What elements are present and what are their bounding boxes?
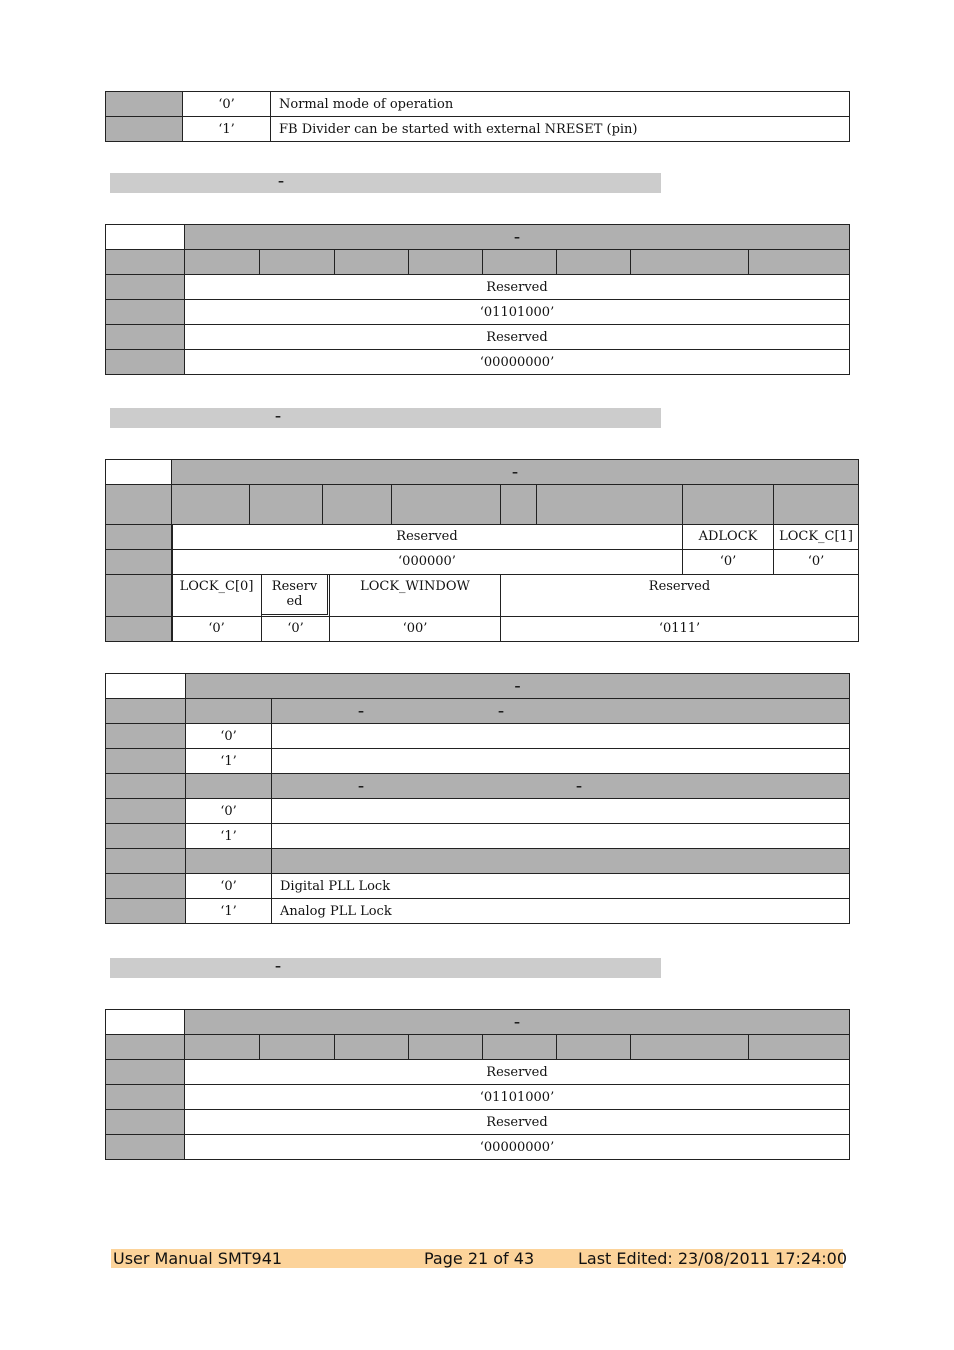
lock-c0-field-cell: LOCK_C[0]: [171, 574, 262, 617]
table-row: ‘0’: [106, 724, 850, 749]
reserved-field-cell: Reserved: [500, 574, 859, 617]
corner-cell: [106, 1010, 185, 1035]
value-cell: ‘1’: [183, 117, 271, 142]
heading-dash: –: [275, 959, 281, 973]
table-row: ‘1’ Analog PLL Lock: [106, 899, 850, 924]
register-header-row: [106, 225, 850, 250]
default-value-cell: ‘000000’: [171, 549, 683, 575]
footer-document-title: User Manual SMT941: [113, 1249, 283, 1268]
default-value-cell: ‘0’: [773, 549, 859, 575]
field-cell: Reserved: [185, 1110, 850, 1135]
page-footer: [111, 1249, 848, 1268]
default-value-cell: ‘01101000’: [185, 300, 850, 325]
table-row: [106, 1060, 850, 1085]
section-heading-bar: [110, 958, 661, 978]
heading-dash: –: [275, 409, 281, 423]
field-header-cell: – –: [272, 774, 850, 799]
top-option-table: [105, 91, 850, 142]
lock-c1-field-cell: LOCK_C[1]: [773, 524, 859, 550]
field-header-row: [106, 699, 850, 724]
field-header-row: [106, 774, 850, 799]
settings-table: [105, 673, 850, 924]
reserved-field-cell: Reserved: [261, 574, 328, 615]
footer-last-edited: Last Edited: 23/08/2011 17:24:00: [578, 1249, 848, 1268]
table-row: [106, 300, 850, 325]
heading-dash: –: [512, 465, 518, 479]
section-heading-bar: [110, 173, 661, 193]
register-table-c: [105, 1009, 850, 1160]
field-cell: Reserved: [185, 1060, 850, 1085]
field-cell: Reserved: [185, 325, 850, 350]
table-row: ‘1’: [106, 824, 850, 849]
description-cell: Normal mode of operation: [271, 92, 850, 117]
heading-dash: –: [514, 1014, 520, 1029]
heading-dash: –: [278, 174, 284, 188]
footer-page-number: Page 21 of 43: [424, 1249, 535, 1268]
default-value-cell: ‘0’: [171, 616, 262, 642]
bit-header-row: [106, 1035, 850, 1060]
default-value-cell: ‘00’: [329, 616, 501, 642]
settings-title-cell: [186, 674, 850, 699]
table-row: ‘0’ Digital PLL Lock: [106, 874, 850, 899]
label-cell: [106, 117, 183, 142]
description-cell: FB Divider can be started with external NRESET (pin): [271, 117, 850, 142]
default-value-cell: ‘00000000’: [185, 350, 850, 375]
lock-window-field-cell: LOCK_WINDOW: [329, 574, 501, 617]
table-row: [106, 325, 850, 350]
table-row: ‘1’: [106, 749, 850, 774]
default-value-cell: ‘0’: [682, 549, 774, 575]
table-row: [106, 92, 850, 117]
corner-cell: [106, 225, 185, 250]
register-title-cell: [185, 1010, 850, 1035]
table-row: ‘0’: [106, 799, 850, 824]
reserved-field-cell: Reserved: [171, 524, 683, 550]
field-header-cell: – –: [272, 699, 850, 724]
table-row: [106, 117, 850, 142]
register-table-a: [105, 224, 850, 375]
adlock-field-cell: ADLOCK: [682, 524, 774, 550]
default-value-cell: ‘00000000’: [185, 1135, 850, 1160]
default-value-cell: ‘0111’: [500, 616, 859, 642]
default-value-cell: ‘0’: [261, 616, 330, 642]
corner-cell: [105, 459, 173, 485]
table-row: [106, 1110, 850, 1135]
register-title-cell: [171, 459, 859, 485]
value-cell: ‘0’: [183, 92, 271, 117]
table-row: [106, 275, 850, 300]
table-row: [106, 1135, 850, 1160]
default-value-cell: ‘01101000’: [185, 1085, 850, 1110]
register-header-row: [106, 1010, 850, 1035]
field-cell: Reserved: [185, 275, 850, 300]
label-cell: [106, 92, 183, 117]
bit-header-row: [106, 250, 850, 275]
table-row: [106, 1085, 850, 1110]
section-heading-bar: [110, 408, 661, 428]
table-row: [106, 350, 850, 375]
register-title-cell: [185, 225, 850, 250]
register-table-b: [105, 459, 858, 642]
heading-dash: –: [514, 678, 521, 693]
settings-header-row: [106, 674, 850, 699]
field-header-row: [106, 849, 850, 874]
corner-cell: [106, 674, 186, 699]
heading-dash: –: [514, 229, 520, 244]
